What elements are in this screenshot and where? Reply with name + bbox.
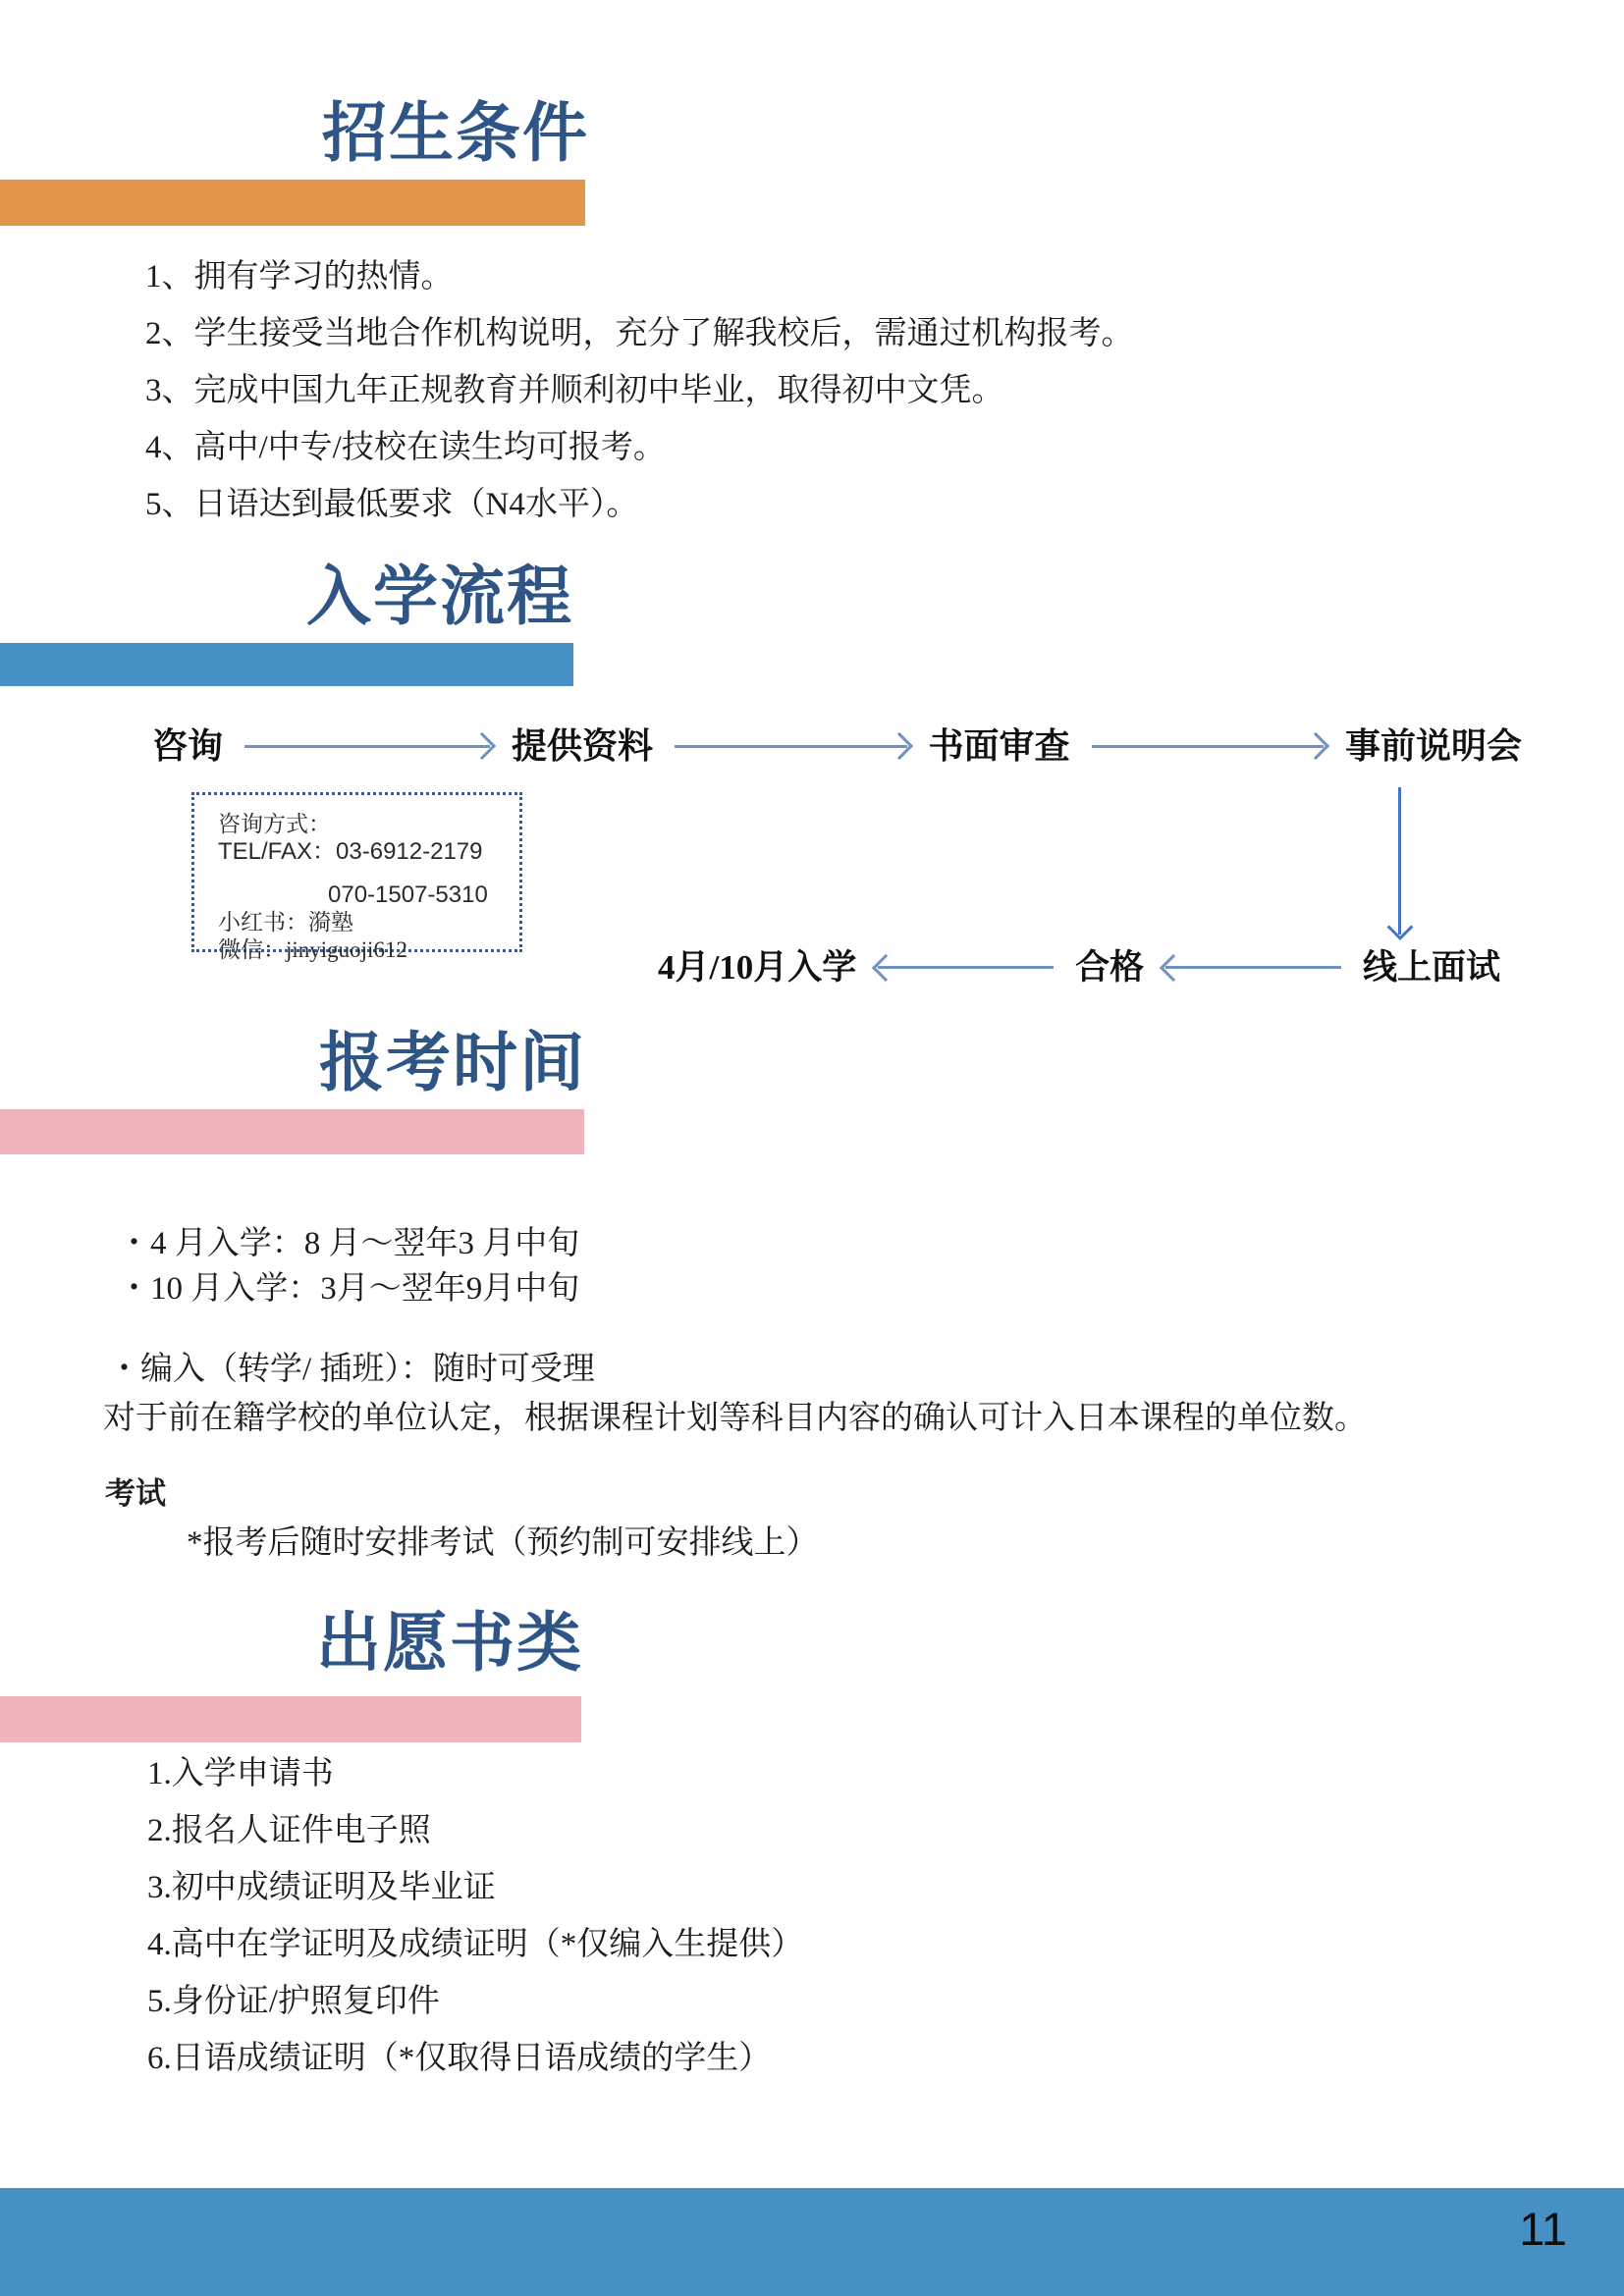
arrow-left-icon bbox=[1165, 966, 1341, 969]
flow-step-consult: 咨询 bbox=[152, 726, 224, 766]
flow-step-online-interview: 线上面试 bbox=[1363, 948, 1501, 987]
process-flow-row-2 bbox=[658, 950, 1500, 985]
list-item: 4、高中/中专/技校在读生均可报考。 bbox=[145, 430, 666, 465]
list-item: 1、拥有学习的热情。 bbox=[145, 259, 454, 294]
october-intake-line: ・10 月入学：3月～翌年9月中旬 bbox=[118, 1271, 580, 1307]
contact-xiaohongshu: 小红书：漪塾 bbox=[218, 910, 353, 934]
list-item: 3.初中成绩证明及毕业证 bbox=[147, 1870, 496, 1905]
april-intake-line: ・4 月入学：8 月～翌年3 月中旬 bbox=[118, 1226, 580, 1261]
list-item: 4.高中在学证明及成绩证明（*仅编入生提供） bbox=[147, 1927, 804, 1962]
list-item: 2、学生接受当地合作机构说明，充分了解我校后，需通过机构报考。 bbox=[145, 316, 1134, 351]
list-item: 1.入学申请书 bbox=[147, 1756, 334, 1791]
list-item: 2.报名人证件电子照 bbox=[147, 1813, 431, 1848]
flow-step-pre-briefing: 事前说明会 bbox=[1344, 726, 1522, 766]
arrow-down-icon bbox=[1398, 787, 1401, 934]
arrow-right-icon bbox=[675, 745, 906, 748]
contact-wechat: 微信：jinyiguoji612 bbox=[218, 937, 407, 962]
arrow-left-icon bbox=[878, 966, 1054, 969]
exam-note: *报考后随时安排考试（预约制可安排线上） bbox=[187, 1525, 819, 1561]
arrow-right-icon bbox=[1092, 745, 1324, 748]
section-title-application-time: 报考时间 bbox=[319, 1028, 586, 1099]
flow-step-enrollment: 4月/10月入学 bbox=[658, 948, 857, 987]
pink-underline-bar-2 bbox=[0, 1696, 581, 1742]
arrow-right-icon bbox=[244, 745, 490, 748]
list-item: 6.日语成绩证明（*仅取得日语成绩的学生） bbox=[147, 2041, 772, 2076]
exam-heading: 考试 bbox=[105, 1476, 166, 1511]
list-item: 5.身份证/护照复印件 bbox=[147, 1984, 440, 2019]
section-title-admission-requirements: 招生条件 bbox=[322, 98, 589, 170]
contact-label: 咨询方式： bbox=[218, 812, 331, 836]
contact-tel-2: 070-1507-5310 bbox=[328, 881, 488, 908]
orange-underline-bar bbox=[0, 180, 585, 226]
transfer-line: ・编入（转学/ 插班）：随时可受理 bbox=[108, 1352, 595, 1387]
flow-step-document-review: 书面审查 bbox=[928, 726, 1070, 766]
pink-underline-bar bbox=[0, 1109, 584, 1154]
documents-list bbox=[147, 1745, 803, 2087]
credit-recognition-line: 对于前在籍学校的单位认定，根据课程计划等科目内容的确认可计入日本课程的单位数。 bbox=[103, 1401, 1367, 1436]
process-flow-row-1 bbox=[152, 728, 1522, 764]
page-number: 11 bbox=[1519, 2203, 1567, 2255]
blue-underline-bar bbox=[0, 643, 573, 686]
contact-info-box bbox=[191, 792, 522, 962]
contact-tel-fax: TEL/FAX：03-6912-2179 bbox=[218, 838, 483, 865]
section-title-enrollment-process: 入学流程 bbox=[306, 561, 573, 633]
section-title-application-documents: 出愿书类 bbox=[316, 1608, 583, 1680]
list-item: 5、日语达到最低要求（N4水平）。 bbox=[145, 487, 639, 522]
flow-step-provide-materials: 提供资料 bbox=[512, 726, 654, 766]
footer-bar bbox=[0, 2188, 1624, 2296]
requirements-list bbox=[145, 248, 1134, 533]
flow-step-pass: 合格 bbox=[1075, 948, 1145, 987]
list-item: 3、完成中国九年正规教育并顺利初中毕业，取得初中文凭。 bbox=[145, 373, 1004, 408]
